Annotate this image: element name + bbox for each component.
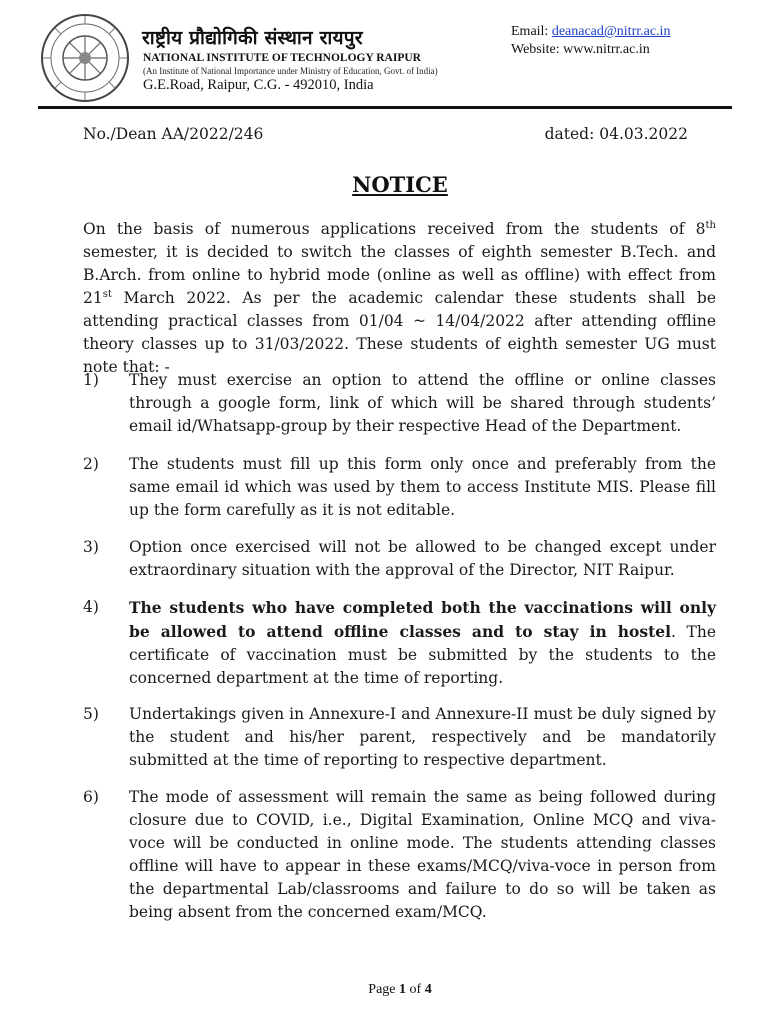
contact-email-line bbox=[511, 24, 670, 40]
email-link[interactable]: deanacad@nitrr.ac.in bbox=[551, 24, 671, 39]
item-bold-text: The students who have completed both the vaccinations will only be allowed to attend offline classes and to stay in hostel bbox=[129, 598, 716, 641]
item-text: The students must fill up this form only once and preferably from the same email id which was used by them to access Institute MIS. Please fill up the form carefully as it is not editable. bbox=[129, 455, 716, 519]
institute-logo bbox=[40, 13, 130, 103]
item-text: Option once exercised will not be allowed to be changed except under extraordinary situation with the approval of the Director, NIT Raipur. bbox=[129, 538, 716, 579]
email-label: Email: bbox=[511, 24, 549, 39]
intro-sup-2: st bbox=[102, 288, 112, 300]
item-number: 1) bbox=[83, 371, 99, 389]
reference-number: No./Dean AA/2022/246 bbox=[83, 125, 264, 143]
list-item bbox=[83, 703, 716, 772]
institute-name: NATIONAL INSTITUTE OF TECHNOLOGY RAIPUR bbox=[143, 52, 421, 64]
item-number: 4) bbox=[83, 598, 99, 616]
intro-sup-1: th bbox=[705, 219, 716, 231]
institute-name-hindi: राष्ट्रीय प्रौद्योगिकी संस्थान रायपुर bbox=[142, 27, 363, 49]
item-text bbox=[129, 596, 716, 690]
notice-title: NOTICE bbox=[352, 172, 448, 197]
intro-text-1: On the basis of numerous applications received from the students of 8 bbox=[83, 220, 706, 238]
list-item bbox=[83, 369, 716, 438]
item-number: 5) bbox=[83, 705, 99, 723]
item-text: They must exercise an option to attend the offline or online classes through a google form, link of which will be shared through students’ email id/Whatsapp-group by their respective Head of the Department. bbox=[129, 371, 716, 435]
page-prefix: Page bbox=[368, 982, 400, 997]
list-item bbox=[83, 536, 716, 582]
item-text: Undertakings given in Annexure-I and Annexure-II must be duly signed by the student and his/her parent, respectively and be mandatorily submitted at the time of reporting to respective department. bbox=[129, 705, 716, 769]
list-item bbox=[83, 596, 716, 690]
list-item bbox=[83, 786, 716, 924]
item-number: 3) bbox=[83, 538, 99, 556]
page-total: 4 bbox=[424, 982, 432, 997]
website-line: Website: www.nitrr.ac.in bbox=[511, 42, 650, 57]
intro-text-2: semester, it is decided to switch the classes of eighth semester B.Tech. and B.Arch. from online to hybrid mode (online as well as offline) with effect from 21 bbox=[83, 243, 716, 307]
item-number: 6) bbox=[83, 788, 99, 806]
item-rest-text: . The certificate of vaccination must be submitted by the students to the concerned department at the time of reporting. bbox=[129, 623, 716, 687]
header-divider bbox=[38, 106, 732, 109]
page-number bbox=[0, 982, 770, 998]
intro-paragraph bbox=[83, 218, 716, 379]
list-item bbox=[83, 453, 716, 522]
institute-subtitle: (An Institute of National Importance under Ministry of Education, Govt. of India) bbox=[143, 66, 438, 76]
page-mid: of bbox=[406, 982, 425, 997]
item-number: 2) bbox=[83, 455, 99, 473]
notice-date: dated: 04.03.2022 bbox=[544, 125, 688, 143]
institute-address: G.E.Road, Raipur, C.G. - 492010, India bbox=[143, 77, 374, 93]
page-current: 1 bbox=[399, 982, 407, 997]
intro-text-3: March 2022. As per the academic calendar these students shall be attending practical classes from 01/04 ~ 14/04/2022 after attending offline theory classes up to 31/03/2022. These students of eighth semester UG must note that: - bbox=[83, 289, 716, 376]
item-text: The mode of assessment will remain the same as being followed during closure due to COVID, i.e., Digital Examination, Online MCQ and viva-voce will be conducted in online mode. The students attending classes offline will have to appear in these exams/MCQ/viva-voce in person from the departmental Lab/classrooms and failure to do so will be taken as being absent from the concerned exam/MCQ. bbox=[129, 788, 716, 921]
